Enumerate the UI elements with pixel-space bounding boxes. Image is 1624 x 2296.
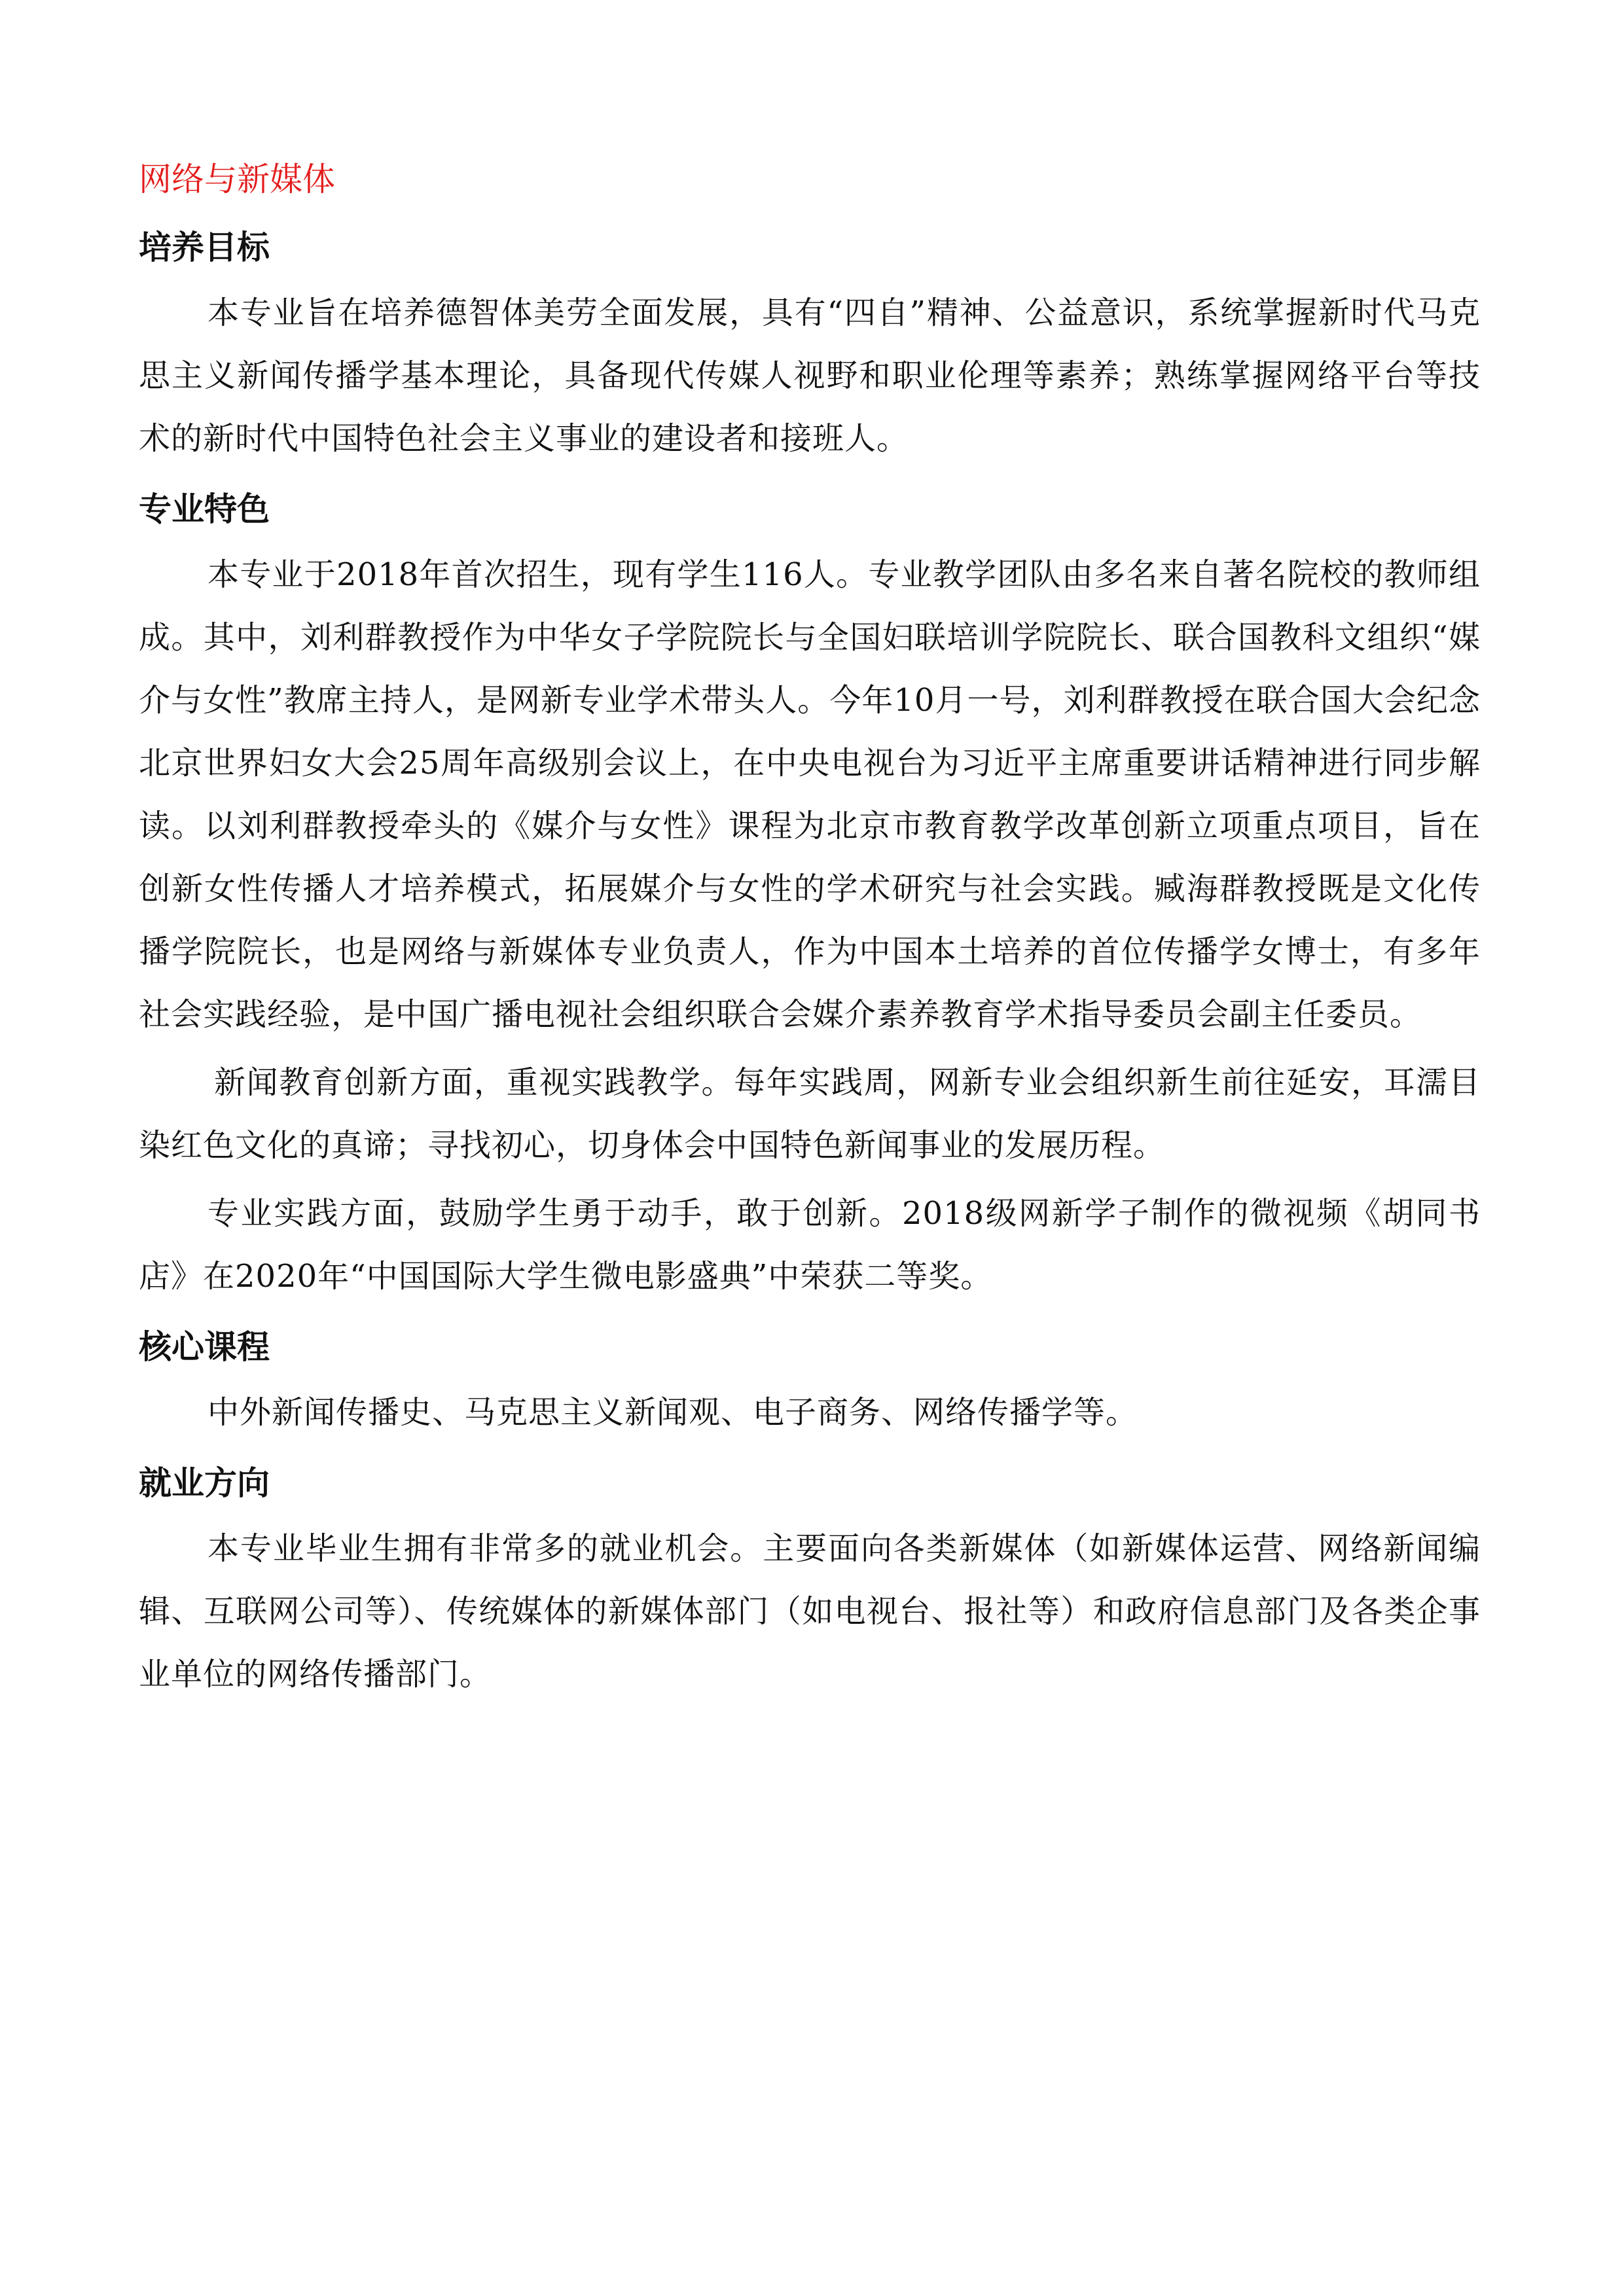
section-heading-core-courses: 核心课程 — [139, 1328, 270, 1366]
program-features-paragraph-3: 专业实践方面，鼓励学生勇于动手，敢于创新。2018级网新学子制作的微视频《胡同书店》在2020年“中国国际大学生微电影盛典”中荣获二等奖。 — [139, 1195, 1481, 1295]
section-heading-program-features: 专业特色 — [139, 490, 270, 528]
career-direction-paragraph: 本专业毕业生拥有非常多的就业机会。主要面向各类新媒体（如新媒体运营、网络新闻编辑、互联网公司等）、传统媒体的新媒体部门（如电视台、报社等）和政府信息部门及各类企事业单位的网络传播部门。 — [139, 1530, 1481, 1693]
section-heading-training-goals: 培养目标 — [139, 228, 270, 266]
training-goals-paragraph: 本专业旨在培养德智体美劳全面发展，具有“四自”精神、公益意识，系统掌握新时代马克思主义新闻传播学基本理论，具备现代传媒人视野和职业伦理等素养；熟练掌握网络平台等技术的新时代中国特色社会主义事业的建设者和接班人。 — [139, 295, 1481, 457]
document-title: 网络与新媒体 — [139, 160, 335, 198]
program-features-paragraph-1: 本专业于2018年首次招生，现有学生116人。专业教学团队由多名来自著名院校的教师组成。其中，刘利群教授作为中华女子学院院长与全国妇联培训学院院长、联合国教科文组织“媒介与女性”教席主持人，是网新专业学术带头人。今年10月一号，刘利群教授在联合国大会纪念北京世界妇女大会25周年高级别会议上，在中央电视台为习近平主席重要讲话精神进行同步解读。以刘利群教授牵头的《媒介与女性》课程为北京市教育教学改革创新立项重点项目，旨在创新女性传播人才培养模式，拓展媒介与女性的学术研究与社会实践。臧海群教授既是文化传播学院院长，也是网络与新媒体专业负责人，作为中国本土培养的首位传播学女博士，有多年社会实践经验，是中国广播电视社会组织联合会媒介素养教育学术指导委员会副主任委员。 — [139, 556, 1481, 1033]
document-page — [139, 145, 1481, 1711]
section-heading-career-direction: 就业方向 — [139, 1464, 270, 1502]
core-courses-paragraph: 中外新闻传播史、马克思主义新闻观、电子商务、网络传播学等。 — [208, 1394, 1138, 1431]
program-features-paragraph-2: 新闻教育创新方面，重视实践教学。每年实践周，网新专业会组织新生前往延安，耳濡目染红色文化的真谛；寻找初心，切身体会中国特色新闻事业的发展历程。 — [139, 1064, 1481, 1164]
